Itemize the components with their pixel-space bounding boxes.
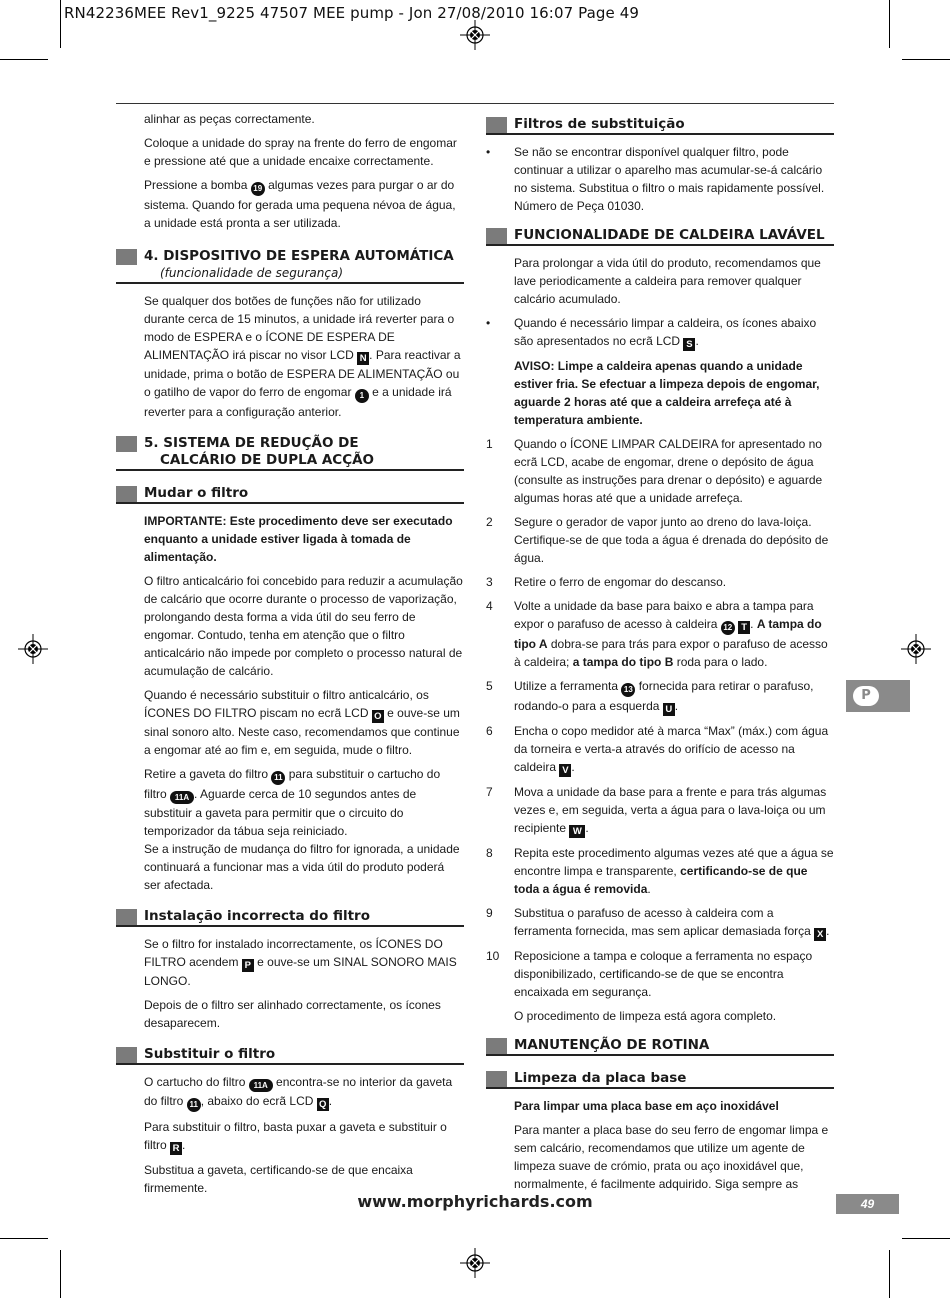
lcd-icon-s: S: [683, 338, 695, 351]
paragraph: Quando é necessário substituir o filtro anticalcário, os ÍCONES DO FILTRO piscam no ecrã LCD O e ouve-se um sinal sonoro alto. Neste caso, recomendamos que continue a engomar até ao fim e, em seguida, mude o filtro.: [144, 688, 460, 757]
paragraph: Para prolongar a vida útil do produto, recomendamos que lave periodicamente a caldeira para remover qualquer calcário acumulado.: [514, 256, 821, 306]
warning-note: AVISO: Limpe a caldeira apenas quando a unidade estiver fria. Se efectuar a limpeza depois de engomar, aguarde 2 horas até que a caldeira arrefeça até à temperatura ambiente.: [514, 359, 820, 427]
language-tab: [846, 680, 910, 712]
step-item: 8 Repita este procedimento algumas vezes até que a água se encontre limpa e transparente, certificando-se de que toda a água é removida.: [486, 846, 834, 896]
crop-mark: [902, 1238, 950, 1239]
heading-marker: [116, 1047, 137, 1063]
bullet-item: • Se não se encontrar disponível qualquer filtro, pode continuar a utilizar o aparelho mas acumular-se-á calcário no sistema. Substitua o filtro o mais rapidamente possível. Número de Peça 01030.: [486, 145, 825, 213]
lcd-icon-w: W: [569, 825, 585, 838]
heading-marker: [486, 117, 507, 133]
crop-mark: [0, 1238, 48, 1239]
callout-11a-icon: 11A: [249, 1079, 273, 1092]
crop-mark: [0, 59, 48, 60]
lcd-icon-o: O: [372, 710, 384, 723]
subheading-manutencao-rotina: MANUTENÇÃO DE ROTINA: [486, 1037, 834, 1056]
paragraph: O cartucho do filtro 11A encontra-se no interior da gaveta do filtro 11 , abaixo do ecrã LCD Q .: [144, 1075, 453, 1110]
paragraph: Para manter a placa base do seu ferro de engomar limpa e sem calcário, recomendamos que utilize um agente de limpeza suave de crómio, prata ou aço inoxidável que, normalmente, é facilmente adquirido. Siga sempre as: [514, 1123, 829, 1191]
printer-header: RN42236MEE Rev1_9225 47507 MEE pump - Jon 27/08/2010 16:07 Page 49: [64, 4, 639, 22]
step-item: 1 Quando o ÍCONE LIMPAR CALDEIRA for apresentado no ecrã LCD, acabe de engomar, drene o depósito de água (consulte as instruções para drenar o depósito) e aguarde algumas horas até que a unidade arrefeça.: [486, 437, 823, 505]
lcd-icon-p: P: [242, 959, 254, 972]
crop-mark: [902, 59, 950, 60]
right-column: [486, 104, 834, 1199]
paragraph: Se qualquer dos botões de funções não for utilizado durante cerca de 15 minutos, a unidade irá reverter para o modo de ESPERA e o ÍCONE DE ESPERA DE ALIMENTAÇÃO irá piscar no visor LCD N . Para reactivar a unidade, prima o botão de ESPERA DE ALIMENTAÇÃO ou o gatilho de vapor do ferro de engomar 1 e a unidade irá reverter para a configuração anterior.: [144, 294, 461, 419]
heading-marker: [116, 436, 137, 452]
footer-url: www.morphyrichards.com: [357, 1192, 593, 1211]
crop-mark: [60, 0, 61, 48]
important-note: IMPORTANTE: Este procedimento deve ser executado enquanto a unidade estiver ligada à tomada de alimentação.: [144, 514, 453, 564]
paragraph: Se o filtro for instalado incorrectamente, os ÍCONES DO FILTRO acendem P e ouve-se um SINAL SONORO MAIS LONGO.: [144, 937, 457, 988]
callout-13-icon: 13: [621, 683, 635, 697]
paragraph: O procedimento de limpeza está agora completo.: [514, 1009, 777, 1023]
callout-19-icon: 19: [251, 182, 265, 196]
paragraph: O filtro anticalcário foi concebido para reduzir a acumulação de calcário que ocorre durante o processo de vaporização, prolongando desta forma a vida útil do seu ferro de engomar. Contudo, tenha em atenção que o filtro anticalcário não impede por completo o processo natural de acumulação de calcário.: [144, 574, 463, 678]
step-item: 9 Substitua o parafuso de acesso à caldeira com a ferramenta fornecida, mas sem aplicar demasiada força X .: [486, 906, 830, 940]
paragraph: Se a instrução de mudança do filtro for ignorada, a unidade continuará a funcionar mas a vida útil do produto poderá ser afectada.: [144, 842, 460, 892]
step-item: 3 Retire o ferro de engomar do descanso.: [486, 575, 727, 589]
heading-marker: [486, 228, 507, 244]
callout-11a-icon: 11A: [170, 791, 194, 804]
step-item: 4 Volte a unidade da base para baixo e abra a tampa para expor o parafuso de acesso à caldeira 12 T . A tampa do tipo A dobra-se para trás para expor o parafuso de acesso à caldeira; a tampa do tipo B roda para o lado.: [486, 599, 828, 669]
lcd-icon-u: U: [663, 703, 675, 716]
lcd-icon-q: Q: [317, 1098, 329, 1111]
subheading-mudar-filtro: Mudar o filtro: [116, 485, 464, 504]
page-number: 49: [836, 1194, 899, 1214]
lcd-icon-v: V: [559, 764, 571, 777]
heading-marker: [116, 249, 137, 265]
crop-mark: [889, 1250, 890, 1298]
heading-marker: [486, 1038, 507, 1054]
heading-marker: [486, 1071, 507, 1087]
registration-mark-icon: [18, 634, 48, 664]
bullet-marker: •: [486, 316, 491, 330]
subheading-limpeza-placa: Limpeza da placa base: [486, 1070, 834, 1089]
paragraph: alinhar as peças correctamente.: [144, 112, 315, 126]
crop-mark: [60, 1250, 61, 1298]
lcd-icon-t: T: [738, 621, 750, 634]
subheading-filtros-substituicao: Filtros de substituição: [486, 116, 834, 135]
callout-11-icon: 11: [271, 771, 285, 785]
step-item: 10 Reposicione a tampa e coloque a ferramenta no espaço disponibilizado, certificando-se de que se encontra encaixada em segurança.: [486, 949, 813, 999]
lcd-icon-n: N: [357, 352, 369, 365]
bullet-marker: •: [486, 145, 491, 159]
paragraph: Depois de o filtro ser alinhado correctamente, os ícones desaparecem.: [144, 998, 441, 1030]
language-tab-label: P: [853, 686, 879, 706]
step-item: 5 Utilize a ferramenta 13 fornecida para retirar o parafuso, rodando-o para a esquerda U .: [486, 679, 814, 715]
section-heading-4: 4. DISPOSITIVO DE ESPERA AUTOMÁTICA (funcionalidade de segurança): [116, 248, 464, 284]
heading-marker: [116, 486, 137, 502]
paragraph: Substitua a gaveta, certificando-se de que encaixa firmemente.: [144, 1163, 413, 1195]
subheading-instalacao-incorrecta: Instalação incorrecta do filtro: [116, 908, 464, 927]
callout-12-icon: 12: [721, 621, 735, 635]
paragraph: Pressione a bomba 19 algumas vezes para purgar o ar do sistema. Quando for gerada uma pequena névoa de água, a unidade está pronta a ser utilizada.: [144, 178, 456, 230]
paragraph: Retire a gaveta do filtro 11 para substituir o cartucho do filtro 11A . Aguarde cerca de 10 segundos antes de substituir a gaveta para permitir que o circuito do temporizador da tábua seja reiniciado.: [144, 767, 441, 838]
paragraph: Para substituir o filtro, basta puxar a gaveta e substituir o filtro R .: [144, 1120, 447, 1154]
left-column: [116, 104, 464, 1203]
registration-mark-icon: [460, 20, 490, 50]
callout-11-icon: 11: [187, 1098, 201, 1112]
step-item: 6 Encha o copo medidor até à marca “Max” (máx.) com água da torneira e verta-a através do orifício de acesso na caldeira V .: [486, 724, 829, 776]
subheading-caldeira-lavavel: FUNCIONALIDADE DE CALDEIRA LAVÁVEL: [486, 227, 834, 246]
subheading-substituir-filtro: Substituir o filtro: [116, 1046, 464, 1065]
paragraph-subtitle: Para limpar uma placa base em aço inoxidável: [514, 1099, 779, 1113]
registration-mark-icon: [901, 634, 931, 664]
registration-mark-icon: [460, 1248, 490, 1278]
heading-subtitle: (funcionalidade de segurança): [160, 266, 343, 280]
crop-mark: [889, 0, 890, 48]
step-item: 2 Segure o gerador de vapor junto ao dreno do lava-loiça. Certifique-se de que toda a água é drenada do depósito de água.: [486, 515, 829, 565]
step-item: 7 Mova a unidade da base para a frente e para trás algumas vezes e, em seguida, verta a água para o lava-loiça ou um recipiente W .: [486, 785, 827, 837]
section-heading-5: 5. SISTEMA DE REDUÇÃO DE CALCÁRIO DE DUPLA ACÇÃO: [116, 435, 464, 471]
paragraph: Coloque a unidade do spray na frente do ferro de engomar e pressione até que a unidade encaixe correctamente.: [144, 136, 457, 168]
heading-marker: [116, 909, 137, 925]
bullet-item: • Quando é necessário limpar a caldeira, os ícones abaixo são apresentados no ecrã LCD S .: [486, 316, 817, 350]
lcd-icon-x: X: [814, 928, 826, 941]
callout-1-icon: 1: [355, 389, 369, 403]
lcd-icon-r: R: [170, 1142, 182, 1155]
